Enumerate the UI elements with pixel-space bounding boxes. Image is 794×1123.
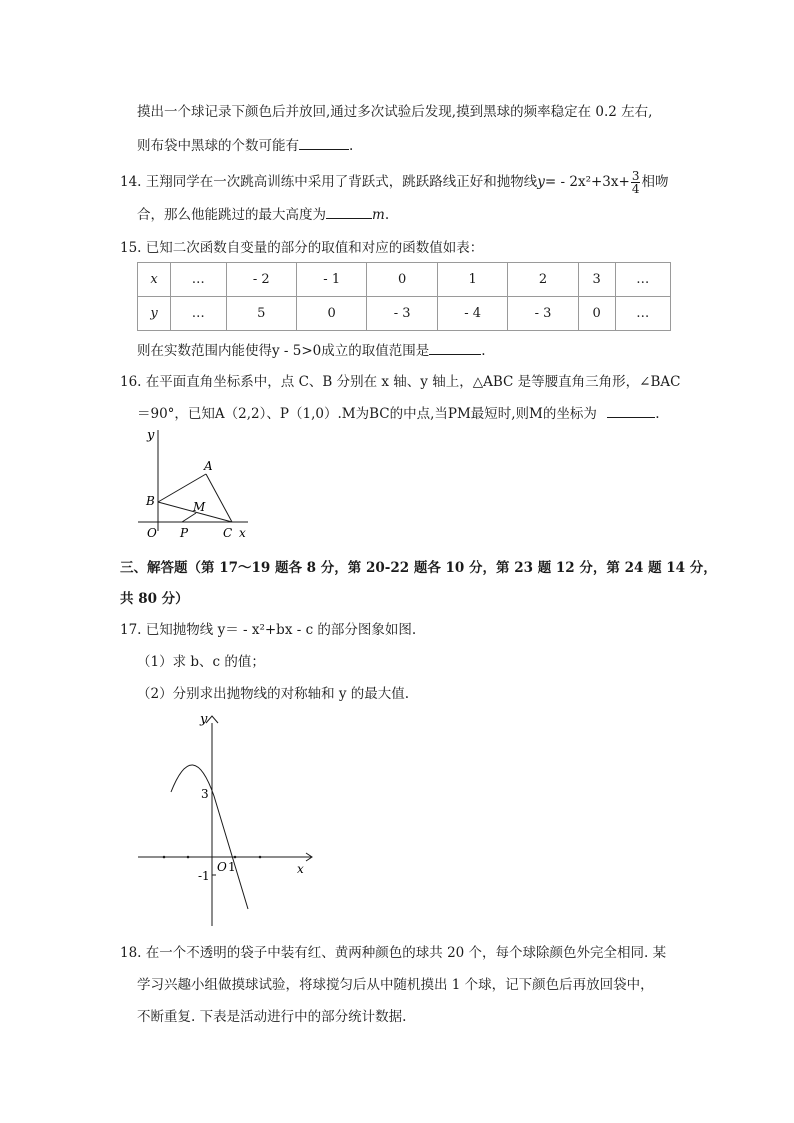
table-cell: - 3 <box>508 297 578 331</box>
q15-line2 <box>137 341 486 360</box>
value-table <box>137 262 671 331</box>
q16-text1: 在平面直角坐标系中，点 C、B 分别在 x 轴、y 轴上，△ABC 是等腰直角三角形，∠BAC <box>145 374 681 390</box>
table-row-y <box>138 297 671 331</box>
q14-eq-mid: = - 2x²+3x+ <box>544 174 630 190</box>
q18-text1: 在一个不透明的袋子中装有红、黄两种颜色的球共 20 个，每个球除颜色外完全相同. 某 <box>145 945 667 961</box>
q13-line2-end: . <box>349 138 354 154</box>
label-O: O <box>147 526 157 540</box>
label-P: P <box>180 526 189 540</box>
answer-blank <box>326 205 372 219</box>
q14-end: . <box>384 207 390 223</box>
q14-eq-y: y <box>537 174 545 190</box>
q17-line1 <box>120 621 416 639</box>
table-cell: 1 <box>437 263 507 297</box>
q18-number: 18. <box>120 945 142 961</box>
label-x: x <box>297 862 304 876</box>
table-cell: y <box>138 297 171 331</box>
label-B: B <box>146 494 155 508</box>
label-M: M <box>193 500 206 514</box>
answer-blank <box>429 341 481 355</box>
table-cell: … <box>615 263 670 297</box>
table-cell: - 3 <box>367 297 437 331</box>
q14-frac-num: 3 <box>631 169 640 183</box>
q15-after: 则在实数范围内能使得 <box>137 343 272 359</box>
q17-sub2: （2）分别求出抛物线的对称轴和 y 的最大值. <box>137 686 410 702</box>
q15-text: 已知二次函数自变量的部分的取值和对应的函数值如表： <box>145 240 484 256</box>
table-cell: 0 <box>367 263 437 297</box>
q18-line2: 学习兴趣小组做摸球试验，将球搅匀后从中随机摸出 1 个球，记下颜色后再放回袋中， <box>137 977 654 993</box>
q16-line1 <box>120 373 680 391</box>
q15-cond: y - 5>0 <box>272 343 322 359</box>
q14-text2: 相吻 <box>641 174 669 190</box>
q17-text: 已知抛物线 y＝ - x²+bx - c 的部分图象如图. <box>145 622 417 638</box>
label-neg1: -1 <box>198 869 210 883</box>
q13-line1: 摸出一个球记录下颜色后并放回,通过多次试验后发现,摸到黑球的频率稳定在 0.2 左右, <box>137 104 653 120</box>
q18-line3: 不断重复. 下表是活动进行中的部分统计数据. <box>137 1009 407 1025</box>
q14-line2 <box>137 205 389 224</box>
q17-figure <box>130 708 320 933</box>
q14-frac-den: 4 <box>631 182 640 196</box>
table-row-x <box>138 263 671 297</box>
q18-line1 <box>120 944 666 962</box>
q15-number: 15. <box>120 240 142 256</box>
table-cell: 0 <box>578 297 615 331</box>
answer-blank <box>299 136 349 150</box>
table-cell: 0 <box>296 297 366 331</box>
q14-line2-text: 合，那么他能跳过的最大高度为 <box>137 207 326 223</box>
q14-text1: 王翔同学在一次跳高训练中采用了背跃式，跳跃路线正好和抛物线 <box>145 174 538 190</box>
label-y: y <box>200 712 208 727</box>
table-cell: … <box>171 263 226 297</box>
segment-PM <box>182 513 196 522</box>
table-cell: 2 <box>508 263 578 297</box>
y-axis-arrow <box>206 716 218 723</box>
q17-sub1: （1）求 b、c 的值； <box>137 654 265 670</box>
table-cell: - 2 <box>226 263 296 297</box>
q14-line1 <box>120 170 668 195</box>
label-3: 3 <box>201 787 209 801</box>
q14-unit: m <box>372 207 385 223</box>
table-cell: x <box>138 263 171 297</box>
q14-number: 14. <box>120 174 142 190</box>
table-cell: - 4 <box>437 297 507 331</box>
q16-number: 16. <box>120 374 142 390</box>
q16-line2 <box>137 404 659 423</box>
label-A: A <box>204 459 213 473</box>
q15-line1 <box>120 239 483 257</box>
q15-after2: 成立的取值范围是 <box>321 343 430 359</box>
q13-line2 <box>137 136 353 155</box>
q16-end: . <box>655 406 660 422</box>
label-O: O <box>217 860 227 874</box>
label-C: C <box>223 526 233 540</box>
q15-end: . <box>481 343 486 359</box>
segment-AC <box>206 474 232 522</box>
segment-BA <box>158 474 206 502</box>
section3-line1: 三、解答题（第 17～19 题各 8 分，第 20-22 题各 10 分，第 23 题 12 分，第 24 题 14 分， <box>120 560 717 576</box>
section3-line2: 共 80 分） <box>120 591 189 607</box>
table-cell: 3 <box>578 263 615 297</box>
q16-figure <box>130 425 260 545</box>
q17-number: 17. <box>120 622 142 638</box>
label-x: x <box>239 526 246 540</box>
table-cell: … <box>171 297 226 331</box>
answer-blank <box>607 404 655 418</box>
q16-text2: ＝90°，已知A（2,2）、P（1,0）.M为BC的中点,当PM最短时,则M的坐标为 <box>137 406 597 422</box>
label-1: 1 <box>228 860 236 874</box>
q13-line2-text: 则布袋中黑球的个数可能有 <box>137 138 299 154</box>
table-cell: - 1 <box>296 263 366 297</box>
parabola-curve <box>171 765 248 909</box>
table-cell: 5 <box>226 297 296 331</box>
label-y: y <box>147 428 155 443</box>
table-cell: … <box>615 297 670 331</box>
q14-fraction <box>631 170 641 195</box>
